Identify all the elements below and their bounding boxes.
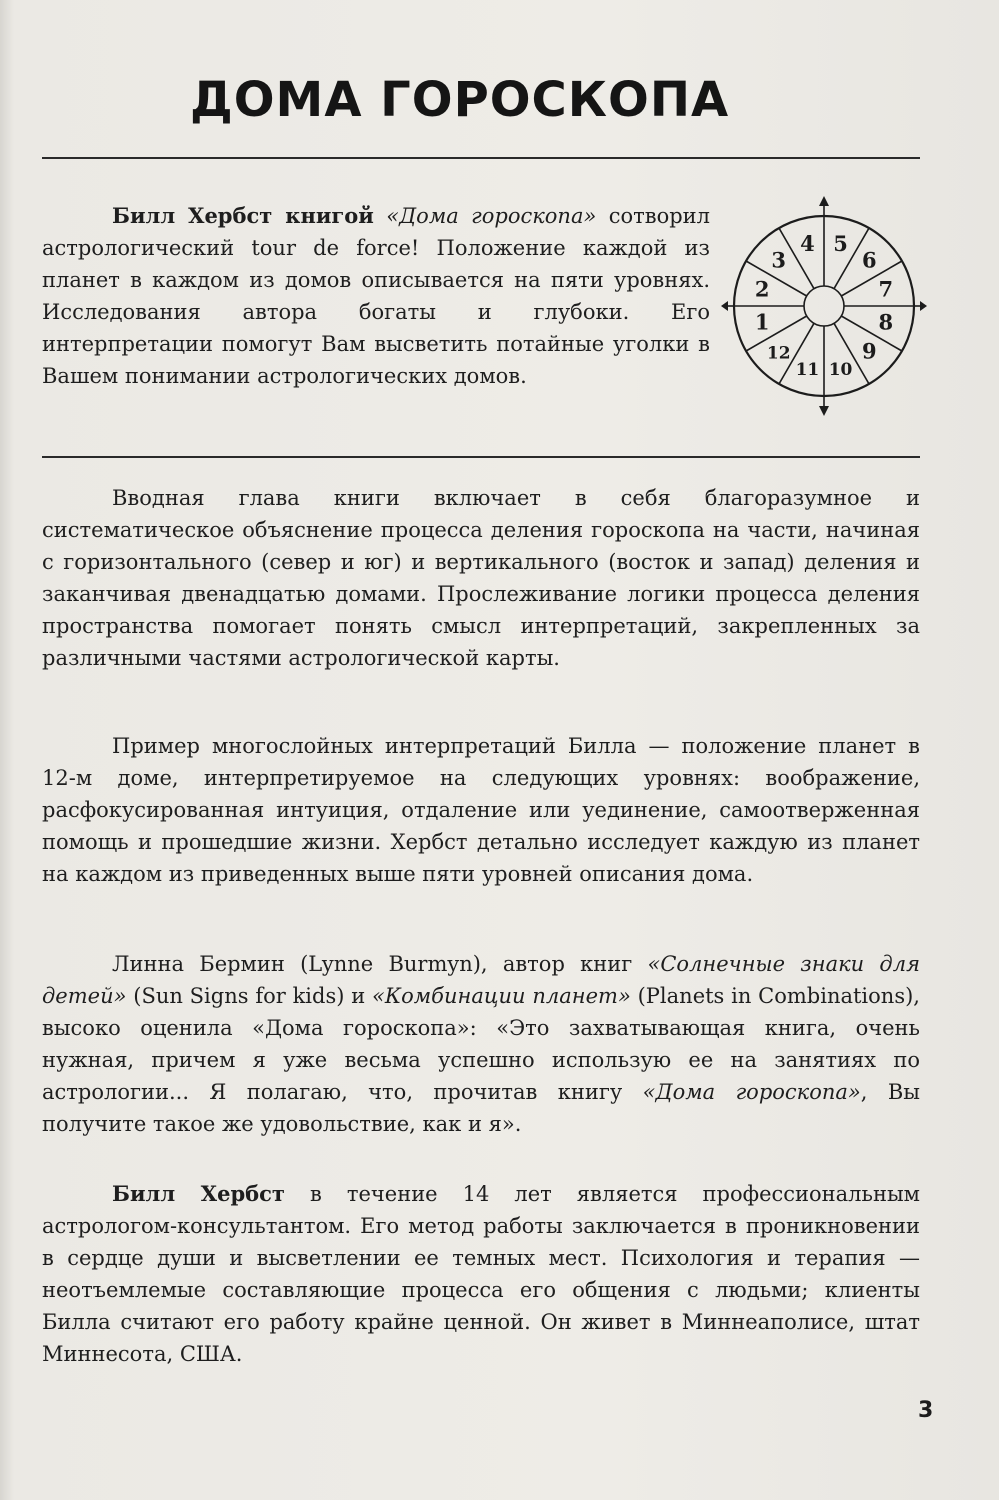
house-label-5: 5: [833, 231, 848, 257]
wheel-structure: [721, 196, 927, 416]
house-label-12: 12: [766, 343, 791, 364]
intro-paragraph: [42, 200, 710, 392]
paragraph-text: Вводная глава книги включает в себя благоразумное и систематическое объяснение процесса деления гороскопа на части, начиная с горизонтального (север и юг) и вертикального (восток и запад) деления и заканчивая двенадцатью домами. Прослеживание логики процесса деления пространства помогает понять смысл интерпретаций, закрепленных за различными частями астрологической карты.: [42, 486, 920, 670]
arrow-left-icon: [721, 301, 728, 311]
house-label-8: 8: [878, 309, 894, 335]
page-number: 3: [918, 1398, 934, 1423]
house-label-1: 1: [754, 309, 770, 335]
arrow-right-icon: [920, 301, 927, 311]
horoscope-wheel-diagram: [720, 190, 928, 422]
middle-divider: [42, 456, 920, 458]
house-label-3: 3: [771, 247, 787, 273]
bio-text: в течение 14 лет является профессиональным астрологом-консультантом. Его метод работы заключается в проникновении в сердце души и высветлении ее темных мест. Психология и терапия — неотъемлемые составляющие процесса его общения с людьми; клиенты Билла считают его работу крайне ценной. Он живет в Миннеаполисе, штат Миннесота, США.: [42, 1182, 920, 1366]
review-book-3: «Дома гороскопа»: [642, 1080, 861, 1104]
house-label-11: 11: [795, 359, 820, 380]
house-label-4: 4: [800, 231, 815, 257]
review-book-2: «Комбинации планет»: [372, 984, 631, 1008]
house-label-10: 10: [828, 359, 853, 380]
house-label-9: 9: [861, 338, 877, 364]
intro-text: сотворил астрологический tour de force! Положение каждой из планет в каждом из домов описывается на пяти уровнях. Исследования автора богаты и глубоки. Его интерпретации помогут Вам высветить потайные уголки в Вашем понимании астрологических домов.: [42, 204, 710, 388]
arrow-top-icon: [819, 196, 829, 206]
paragraph-author-bio: [42, 1178, 920, 1370]
house-label-7: 7: [878, 276, 894, 302]
review-text-g: , Вы получите такое же удовольствие, как и я».: [42, 1080, 920, 1136]
arrow-bottom-icon: [819, 406, 829, 416]
house-label-2: 2: [754, 276, 770, 302]
review-text-c: (Sun Signs for kids) и: [133, 984, 366, 1008]
paragraph-intro-chapter: [42, 482, 920, 674]
review-text-e: (Planets in Combinations), высоко оценила «Дома гороскопа»: «Это захватывающая книга, очень нужная, причем я уже весьма успешно использую ее на занятиях по астрологии... Я полагаю, что, прочитав книгу: [42, 984, 920, 1104]
wheel-inner-circle: [804, 286, 844, 326]
review-book-1: «Солнечные знаки для детей»: [42, 952, 920, 1008]
paragraph-example: [42, 730, 920, 890]
paragraph-review: [42, 948, 920, 1140]
intro-book-title: «Дома гороскопа»: [386, 204, 597, 228]
intro-author: Билл Хербст книгой: [112, 203, 374, 228]
top-divider: [42, 157, 920, 159]
bio-author: Билл Хербст: [112, 1181, 285, 1206]
paragraph-text: Пример многослойных интерпретаций Билла — положение планет в 12-м доме, интерпретируемое на следующих уровнях: воображение, расфокусированная интуиция, отдаление или уединение, самоотверженная помощь и прошедшие жизни. Хербст детально исследует каждую из планет на каждом из приведенных выше пяти уровней описания дома.: [42, 734, 920, 886]
house-label-6: 6: [861, 247, 877, 273]
review-text-a: Линна Бермин (Lynne Burmyn), автор книг: [112, 952, 633, 976]
page-title: ДОМА ГОРОСКОПА: [190, 72, 730, 128]
